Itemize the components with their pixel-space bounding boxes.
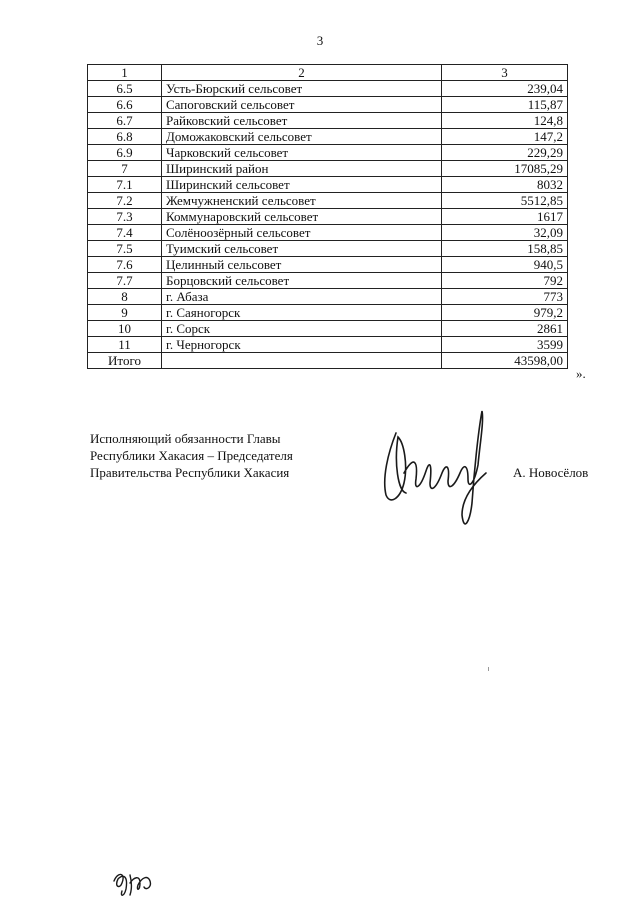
row-number-cell: 7.1 [88,177,162,193]
row-value-cell: 32,09 [442,225,568,241]
row-number-cell: 7.7 [88,273,162,289]
table-row [88,81,568,97]
scan-artifact [488,667,489,671]
table-row [88,97,568,113]
row-value-cell: 147,2 [442,129,568,145]
row-name-cell: г. Абаза [162,289,442,305]
signer-title-line: Правительства Республики Хакасия [90,465,290,480]
table-row [88,241,568,257]
row-name-cell: г. Саяногорск [162,305,442,321]
row-value-cell: 792 [442,273,568,289]
row-number-cell: 7.4 [88,225,162,241]
table-row [88,113,568,129]
table-row [88,225,568,241]
row-name-cell: Ширинский сельсовет [162,177,442,193]
header-cell-2: 2 [162,65,442,81]
row-value-cell: 2861 [442,321,568,337]
row-value-cell: 229,29 [442,145,568,161]
table-row [88,161,568,177]
row-name-cell: Ширинский район [162,161,442,177]
table-row [88,337,568,353]
row-number-cell: 7.3 [88,209,162,225]
row-value-cell: 115,87 [442,97,568,113]
row-value-cell: 979,2 [442,305,568,321]
row-number-cell: 6.8 [88,129,162,145]
row-number-cell: 7.2 [88,193,162,209]
row-number-cell: 11 [88,337,162,353]
table-row [88,209,568,225]
row-name-cell: Коммунаровский сельсовет [162,209,442,225]
row-name-cell: Туимский сельсовет [162,241,442,257]
row-number-cell: 9 [88,305,162,321]
row-value-cell: 940,5 [442,257,568,273]
row-name-cell: Сапоговский сельсовет [162,97,442,113]
page-number: 3 [316,33,324,48]
total-label-cell: Итого [88,353,162,369]
signer-title-line: Исполняющий обязанности Главы [90,431,281,446]
row-number-cell: 7.5 [88,241,162,257]
total-value-cell: 43598,00 [442,353,568,369]
handwritten-initials [110,867,160,899]
row-name-cell: Целинный сельсовет [162,257,442,273]
row-name-cell: Борцовский сельсовет [162,273,442,289]
table-row [88,129,568,145]
row-value-cell: 773 [442,289,568,305]
row-name-cell: Солёноозёрный сельсовет [162,225,442,241]
total-row [88,353,568,369]
row-value-cell: 3599 [442,337,568,353]
row-name-cell: Чарковский сельсовет [162,145,442,161]
row-value-cell: 5512,85 [442,193,568,209]
signer-title [90,430,293,481]
signer-name: А. Новосёлов [513,465,589,480]
row-number-cell: 6.9 [88,145,162,161]
signer-title-line: Республики Хакасия – Председателя [90,448,293,463]
row-value-cell: 124,8 [442,113,568,129]
table-row [88,305,568,321]
row-number-cell: 8 [88,289,162,305]
row-value-cell: 8032 [442,177,568,193]
handwritten-signature [374,403,504,538]
row-name-cell: г. Сорск [162,321,442,337]
row-name-cell: Жемчужненский сельсовет [162,193,442,209]
row-value-cell: 17085,29 [442,161,568,177]
table-row [88,177,568,193]
table-header-row [88,65,568,81]
row-number-cell: 7.6 [88,257,162,273]
table-row [88,145,568,161]
row-name-cell: Доможаковский сельсовет [162,129,442,145]
table-row [88,193,568,209]
table-body [88,65,568,369]
row-value-cell: 158,85 [442,241,568,257]
allocation-table [87,64,568,369]
table-row [88,273,568,289]
total-empty-cell [162,353,442,369]
table-row [88,289,568,305]
closing-quote: ». [576,366,586,381]
row-number-cell: 7 [88,161,162,177]
row-value-cell: 239,04 [442,81,568,97]
row-name-cell: Райковский сельсовет [162,113,442,129]
table-row [88,321,568,337]
row-name-cell: г. Черногорск [162,337,442,353]
header-cell-3: 3 [442,65,568,81]
row-number-cell: 6.5 [88,81,162,97]
row-number-cell: 6.6 [88,97,162,113]
row-number-cell: 6.7 [88,113,162,129]
table-row [88,257,568,273]
header-cell-1: 1 [88,65,162,81]
row-value-cell: 1617 [442,209,568,225]
row-name-cell: Усть-Бюрский сельсовет [162,81,442,97]
row-number-cell: 10 [88,321,162,337]
